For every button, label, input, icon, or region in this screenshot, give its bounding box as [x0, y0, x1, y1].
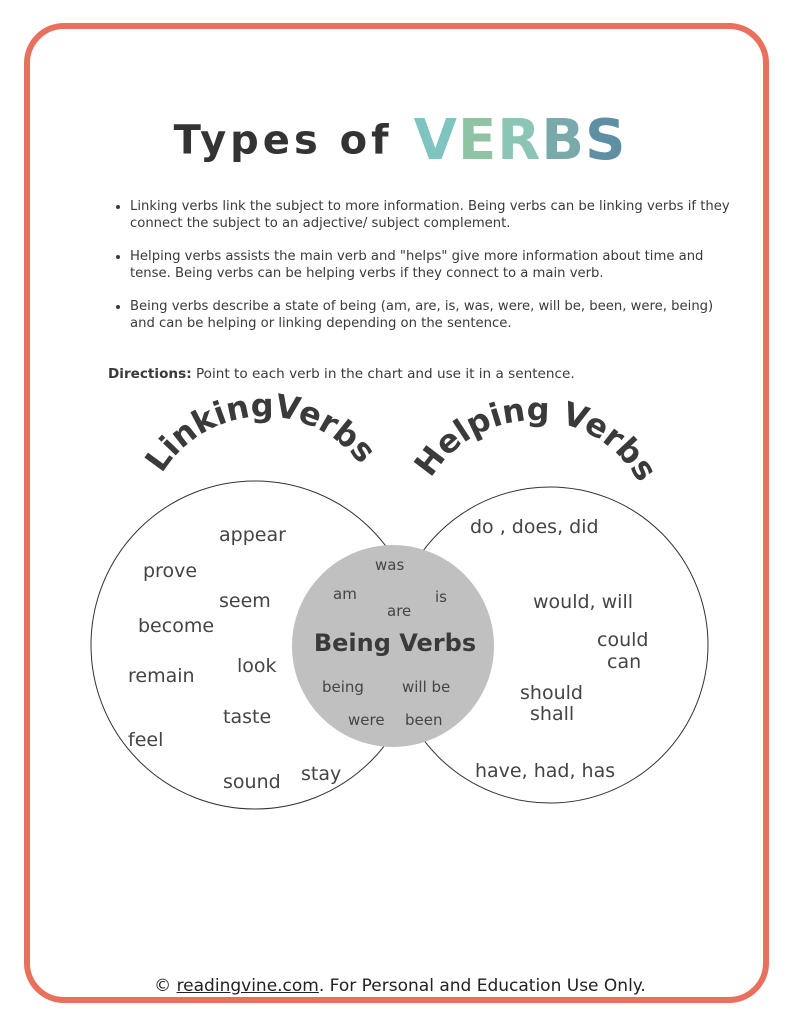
list-item: • Linking verbs link the subject to more information. Being verbs can be linking verbs if they connect the subject to an adjective/ subject complement. — [130, 198, 730, 232]
being-verb: will be — [402, 678, 451, 696]
list-item: • Helping verbs assists the main verb and "helps" give more information about time and tense. Being verbs can be helping verbs if they connect to a main verb. — [130, 248, 730, 282]
being-verbs-title: Being Verbs — [313, 629, 477, 657]
being-verb: was — [375, 556, 405, 574]
helping-verb: do , does, did — [470, 516, 599, 538]
helping-verb: could — [597, 629, 649, 651]
being-verb: is — [435, 588, 447, 606]
linking-verb: remain — [128, 665, 195, 687]
directions-text: Point to each verb in the chart and use it in a sentence. — [195, 366, 575, 382]
list-item: • Being verbs describe a state of being (am, are, is, was, were, will be, been, were, being) and can be helping or linking depending on the sentence. — [130, 298, 730, 332]
title-letter: E — [458, 108, 498, 173]
helping-verb: can — [607, 651, 642, 673]
linking-verb: sound — [223, 771, 281, 793]
linking-verb: stay — [301, 763, 342, 785]
linking-verb: prove — [143, 560, 198, 582]
linking-verb: feel — [128, 729, 164, 751]
helping-verb: shall — [530, 703, 575, 725]
title-letter: R — [497, 108, 542, 173]
linking-verb: seem — [219, 590, 271, 612]
linking-verb: taste — [223, 706, 272, 728]
linking-verbs-title-path: LinkingVerbs — [137, 386, 384, 479]
copyright-symbol: © — [154, 976, 172, 996]
title-prefix: Types of — [173, 117, 393, 164]
title-letter: S — [585, 108, 627, 173]
title-letter: V — [413, 108, 458, 173]
footer-link[interactable]: readingvine.com — [176, 976, 319, 996]
helping-verbs-title-path: Helping Verbs — [406, 390, 666, 488]
helping-verb: should — [520, 682, 583, 704]
being-verb: been — [405, 711, 443, 729]
helping-verbs-title — [406, 390, 665, 488]
footer-text: . For Personal and Education Use Only. — [318, 976, 646, 996]
footer — [0, 976, 800, 996]
linking-verbs-title — [137, 386, 383, 478]
being-verb: am — [333, 585, 357, 603]
linking-verb: become — [138, 615, 215, 637]
linking-verb: appear — [219, 524, 286, 546]
helping-verb: have, had, has — [475, 760, 616, 782]
being-verb: being — [322, 678, 364, 696]
being-verb: were — [348, 711, 385, 729]
helping-verb: would, will — [533, 591, 634, 613]
being-verb: are — [387, 602, 412, 620]
title-letter: B — [541, 108, 586, 173]
linking-verb: look — [237, 655, 277, 677]
directions-label: Directions: — [108, 366, 192, 382]
